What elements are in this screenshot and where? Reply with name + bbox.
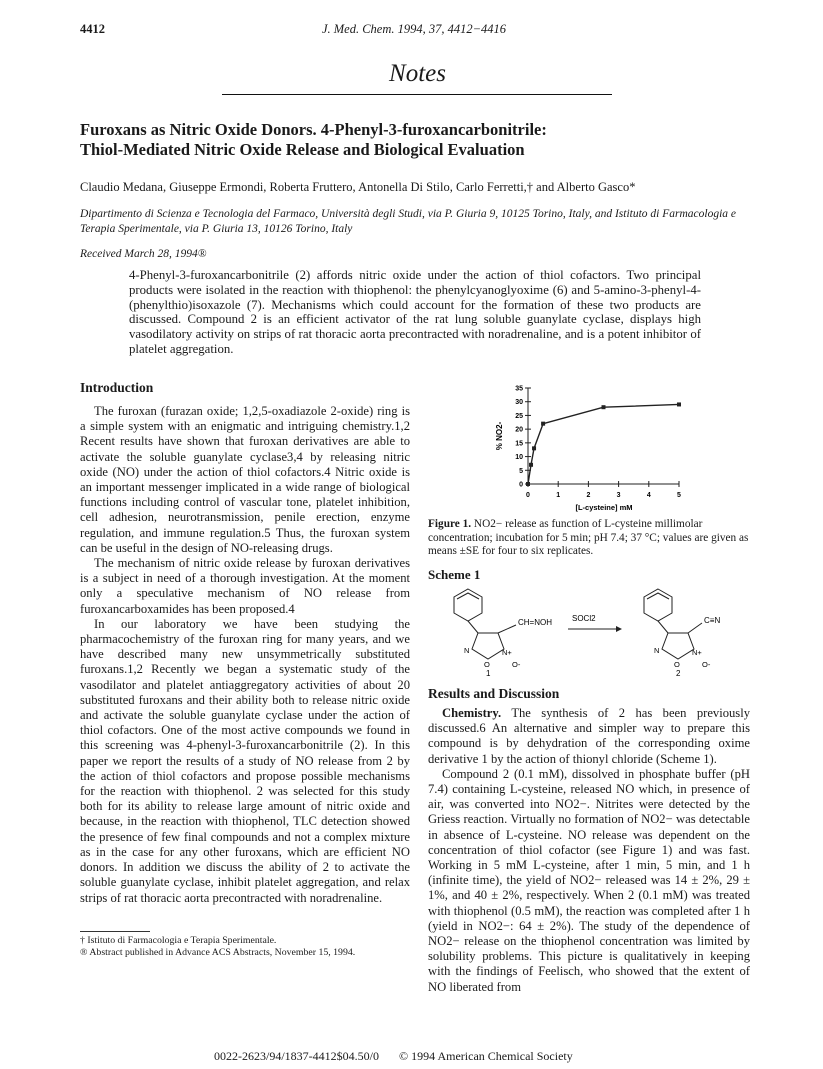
ring-atom-o: O [674,660,680,669]
affiliation: Dipartimento di Scienza e Tecnologia del Farmaco, Università degli Studi, via P. Giuria 9, 10125 Torino, Italy, and Istituto di Farmacologia e Terapia Sperimentale, via P. Giuria 13, 10126 Torino, Italy [80,208,736,235]
furoxan-ring [472,633,504,659]
intro-paragraph: In our laboratory we have been studying the pharmacochemistry of the furoxan ring for many years, and we have described many new unsymmetrically substituted furoxans.1,2 Recently we began a systematic study of the vasodilator and platelet antiaggregatory activities of about 20 substituted furoxans and their ability both to release nitric oxide and activate the soluble guanylate cyclase under the action of thiol cofactors. One of the most active compounds we found in this screening was 4-phenyl-3-furoxancarbonitrile (2). In this paper we report the results of a study of NO release from 2 by the action of thiol cofactors and propose possible mechanisms for the reaction with thiophenol. 2 was selected for this study both for its ability to release large amount of nitric oxide and because, in the reaction with thiophenol, TLC detection showed the presence of few final compounds and not a complex mixture as in the case for any other furoxans, which are efficient NO donors. In addition we discuss the ability of 2 to activate the soluble guanylate cyclase, inhibit platelet aggregation, and relax strips of rat thoracic aorta precontracted with noradrenaline. [80,616,410,905]
results-heading: Results and Discussion [428,686,560,701]
author-list: Claudio Medana, Giuseppe Ermondi, Roberta Fruttero, Antonella Di Stilo, Carlo Ferretti,† and Alberto Gasco* [80,180,636,194]
data-point [602,405,606,409]
introduction-heading: Introduction [80,380,154,395]
bond [688,623,702,633]
figure-1-chart [474,380,714,512]
footnotes [80,935,420,959]
section-rule [222,94,612,95]
x-tick-label: 0 [526,492,530,499]
series-line [528,404,679,484]
copyright: © 1994 American Chemical Society [399,1049,573,1063]
bottom-line [214,1049,634,1064]
arrow-head [616,626,622,632]
phenyl-ring [644,589,672,621]
reagent-label: SOCl2 [572,614,596,623]
data-point [532,446,536,450]
chemistry-text: The synthesis of 2 has been previously discussed.6 An alternative and simpler way to prepare this compound is by dehydration of the corresponding oxime derivative 1 by the action of thionyl chloride (Scheme 1). [428,706,751,766]
ring-atom-o: O [484,660,490,669]
y-tick-label: 35 [515,385,523,393]
data-points [526,402,681,486]
results-paragraph: Compound 2 (0.1 mM), dissolved in phosphate buffer (pH 7.4) containing L-cysteine, released NO which, in presence of air, was converted into NO2−. Nitrites were detected by the Griess reaction. Virtually no formation of NO2− was detectable in absence of L-cysteine. NO release was dependent on the concentration of thiol cofactor (see Figure 1) and was fast. Working in 5 mM L-cysteine, after 1 min, 5 min, and 1 h (infinite time), the yield of NO2− released was 14 ± 2%, 29 ± 1%, and 40 ± 2%, respectively. When 2 (0.1 mM) was treated with thiophenol (0.5 mM), the reaction was completed after 1 h (yield in NO2−: 64 ± 2%). The study of the dependence of NO2− release on the thiophenol concentration was limited by solubility problems. This picture is qualitatively in keeping with the findings of Feelisch, who showed that the extent of NO liberated from [428,766,750,994]
title-line-2: Thiol-Mediated Nitric Oxide Release and Biological Evaluation [80,140,525,159]
y-tick-label: 30 [515,399,523,407]
scheme-1-diagram [440,585,740,677]
scheme-heading: Scheme 1 [428,567,481,582]
data-point [541,422,545,426]
y-tick-label: 0 [519,481,523,489]
y-tick-label: 15 [515,440,523,448]
x-tick-label: 3 [616,492,621,499]
ring-atom-ominus: O- [512,660,521,669]
x-tick-label: 1 [556,492,561,499]
ring-atom-n: N [654,646,660,655]
x-axis-label: [L-cysteine] mM [575,503,633,512]
intro-paragraph: The mechanism of nitric oxide release by furoxan derivatives is a subject in need of a thorough investigation. At the moment only a speculative mechanism of NO release from furoxancarboxamides has been proposed.4 [80,556,410,616]
data-point [677,402,681,406]
reactant-group-label: CH=NOH [518,618,553,627]
figure-caption-label: Figure 1. [428,518,472,530]
bond [658,621,668,633]
intro-paragraph: The furoxan (furazan oxide; 1,2,5-oxadiazole 2-oxide) ring is a simple system with an enigmatic and intriguing chemistry.1,2 Recent results have shown that furoxan derivatives are able to activate the soluble guanylate cyclase3,4 by releasing nitric oxide (NO) under the action of thiol cofactors.4 Nitric oxide is an important messenger implicated in a wide range of biological functions including control of vascular tone, platelet inhibition, cell adhesion, neurotransmission, penile erection, enzyme regulation, and immune regulation.5 Thus, the furoxan system can be useful in the design of NO-releasing drugs. [80,404,410,555]
y-tick-label: 25 [515,412,523,420]
y-tick-label: 5 [519,467,523,475]
footnote-abstract: ® Abstract published in Advance ACS Abstracts, November 15, 1994. [80,947,356,958]
ring-atom-nplus: N+ [692,648,702,657]
results-paragraph [428,706,750,767]
phenyl-ring [454,589,482,621]
introduction-body [80,404,410,906]
title-line-1: Furoxans as Nitric Oxide Donors. 4-Phenyl-3-furoxancarbonitrile: [80,120,547,139]
footnote-dagger: † Istituto di Farmacologia e Terapia Sperimentale. [80,935,277,946]
y-tick-label: 20 [515,426,523,434]
chemistry-subheading: Chemistry. [442,706,502,720]
y-axis-label: % NO2- [495,421,504,451]
running-header [80,22,748,42]
article-title [80,120,750,160]
product-number: 2 [676,669,681,677]
abstract: 4-Phenyl-3-furoxancarbonitrile (2) affords nitric oxide under the action of thiol cofactors. Two principal products were isolated in the reaction with thiophenol: the phenylcyanoglyoxime (6) and 5-amino-3-phenyl-4-(phenylthio)isoxazole (7). Mechanisms which could account for the formation of these two products are discussed. Compound 2 is an efficient activator of the rat lung soluble guanylate cyclase, displays high vasodilatory activity on strips of rat thoracic aorta precontracted with noradrenaline, and is a potent inhibitor of platelet aggregation. [129,268,701,356]
reactant-number: 1 [486,669,491,677]
data-point [526,482,530,486]
y-tick-label: 10 [515,454,523,462]
y-axis [515,386,531,489]
received-date: Received March 28, 1994® [80,248,207,260]
bond [498,625,516,633]
figure-caption-text: NO2− release as function of L-cysteine millimolar concentration; incubation for 5 min; pH 7.4; 37 °C; values are given as means ±SE for four to six replicates. [428,518,749,557]
bond [468,621,478,633]
ring-atom-ominus: O- [702,660,711,669]
results-body [428,706,750,995]
journal-citation: J. Med. Chem. 1994, 37, 4412−4416 [321,22,507,36]
figure-caption [428,518,750,559]
x-tick-label: 5 [677,492,681,499]
section-title: Notes [389,60,446,87]
ring-atom-nplus: N+ [502,648,512,657]
article-code: 0022-2623/94/1837-4412$04.50/0 [214,1049,379,1063]
footnote-rule [80,931,150,932]
x-tick-label: 4 [646,492,651,499]
ring-atom-n: N [464,646,470,655]
product-group-label: C≡N [704,616,721,625]
furoxan-ring [662,633,694,659]
data-point [529,463,533,467]
page-number: 4412 [80,22,105,36]
x-tick-label: 2 [586,492,591,499]
